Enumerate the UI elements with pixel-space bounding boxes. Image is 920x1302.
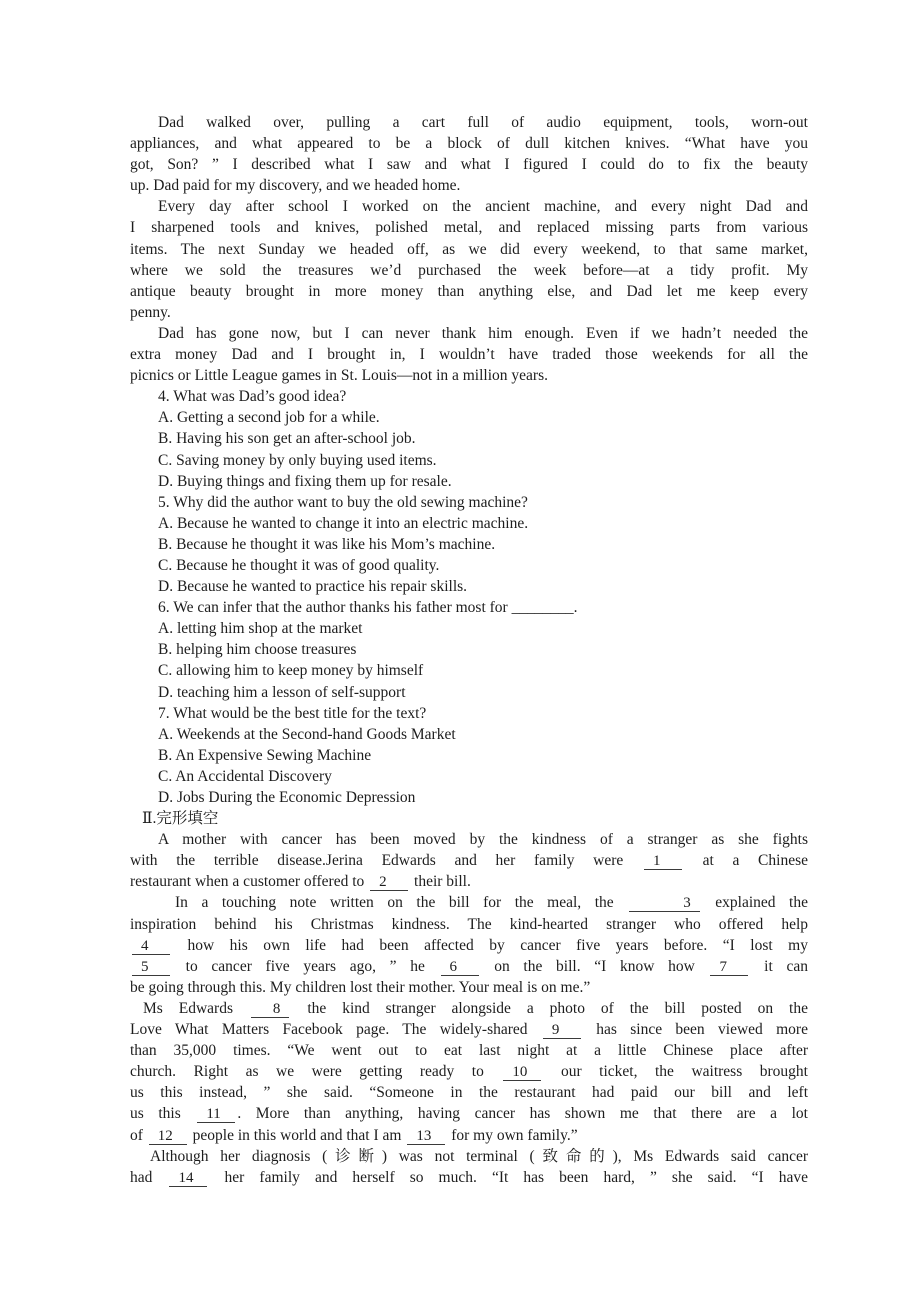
cloze-blank-3: 3	[629, 896, 700, 912]
text-line: us this 11 . More than anything, having cancer has shown me that there are a lot	[130, 1105, 808, 1123]
text-line: picnics or Little League games in St. Louis—not in a million years.	[130, 367, 548, 385]
text-line: be going through this. My children lost their mother. Your meal is on me.”	[130, 978, 591, 996]
text-line: B. Having his son get an after-school job.	[158, 430, 416, 448]
cloze-blank-4: 4	[132, 939, 170, 955]
text-line: where we sold the treasures we’d purchased the week before—at a tidy profit. My	[130, 261, 808, 279]
cloze-blank-5: 5	[132, 960, 170, 976]
cloze-blank-10: 10	[503, 1065, 541, 1081]
document-body	[130, 112, 808, 1188]
text-line: D. Jobs During the Economic Depression	[158, 789, 416, 806]
text-line: appliances, and what appeared to be a block of dull kitchen knives. “What have you	[130, 135, 808, 153]
text-line: A. letting him shop at the market	[158, 620, 363, 638]
text-line: A. Because he wanted to change it into an electric machine.	[158, 514, 529, 532]
text-line: inspiration behind his Christmas kindness. The kind-hearted stranger who offered help	[130, 915, 808, 933]
text-line: of 12 people in this world and that I am 13 for my own family.”	[130, 1126, 578, 1144]
text-line: got, Son? ” I described what I saw and what I figured I could do to fix the beauty	[130, 156, 808, 174]
cloze-blank-9: 9	[543, 1023, 581, 1039]
text-line: C. Saving money by only buying used items.	[158, 451, 437, 469]
cloze-blank-1: 1	[644, 854, 682, 870]
text-line: Dad has gone now, but I can never thank him enough. Even if we hadn’t needed the	[158, 324, 808, 342]
text-line: In a touching note written on the bill for the meal, the 3 explained the	[175, 894, 808, 912]
text-line: A. Getting a second job for a while.	[158, 409, 380, 427]
text-line: antique beauty brought in more money than anything else, and Dad let me keep every	[130, 282, 808, 300]
text-line: A. Weekends at the Second-hand Goods Market	[158, 725, 456, 743]
text-line: Every day after school I worked on the ancient machine, and every night Dad and	[158, 198, 808, 216]
text-line: 4 how his own life had been affected by cancer five years before. “I lost my	[130, 935, 808, 956]
text-line: Love What Matters Facebook page. The widely-shared 9 has since been viewed more	[130, 1021, 808, 1039]
text-line: 5 to cancer five years ago, ” he 6 on the bill. “I know how 7 it can	[130, 956, 808, 977]
text-line: Ⅱ.完形填空	[142, 810, 219, 828]
text-line: than 35,000 times. “We went out to eat last night at a little Chinese place after	[130, 1042, 808, 1060]
text-line: D. teaching him a lesson of self-support	[158, 683, 406, 701]
cloze-blank-13: 13	[407, 1129, 445, 1145]
text-line: C. allowing him to keep money by himself	[158, 662, 424, 680]
text-line: D. Buying things and fixing them up for resale.	[158, 472, 452, 490]
cloze-blank-6: 6	[441, 960, 479, 976]
text-line: 4. What was Dad’s good idea?	[158, 388, 347, 406]
text-line: 6. We can infer that the author thanks his father most for ________.	[158, 599, 578, 617]
cloze-blank-8: 8	[251, 1002, 290, 1018]
text-line: B. An Expensive Sewing Machine	[158, 746, 372, 764]
text-line: extra money Dad and I brought in, I wouldn’t have traded those weekends for all the	[130, 346, 808, 364]
text-line: D. Because he wanted to practice his repair skills.	[158, 578, 468, 596]
text-line: penny.	[130, 303, 171, 321]
text-line: restaurant when a customer offered to 2 their bill.	[130, 873, 471, 891]
text-line: I sharpened tools and knives, polished metal, and replaced missing parts from various	[130, 219, 808, 237]
cloze-blank-7: 7	[710, 960, 748, 976]
text-line: had 14 her family and herself so much. “It has been hard, ” she said. “I have	[130, 1168, 808, 1186]
text-line: Although her diagnosis (诊断) was not terminal (致命的), Ms Edwards said cancer	[150, 1147, 808, 1165]
text-line: Ms Edwards 8 the kind stranger alongside a photo of the bill posted on the	[143, 999, 808, 1017]
text-line: 5. Why did the author want to buy the old sewing machine?	[158, 493, 528, 511]
cloze-blank-14: 14	[169, 1171, 207, 1187]
cloze-blank-12: 12	[149, 1129, 187, 1145]
text-line: 7. What would be the best title for the text?	[158, 704, 427, 722]
text-line: B. Because he thought it was like his Mom’s machine.	[158, 535, 496, 553]
text-line: up. Dad paid for my discovery, and we headed home.	[130, 177, 461, 195]
text-line: Dad walked over, pulling a cart full of audio equipment, tools, worn-out	[158, 114, 808, 131]
text-line: items. The next Sunday we headed off, as we did every weekend, to that same market,	[130, 240, 808, 258]
text-line: us this instead, ” she said. “Someone in the restaurant had paid our bill and left	[130, 1084, 808, 1102]
text-line: with the terrible disease.Jerina Edwards and her family were 1 at a Chinese	[130, 852, 808, 870]
text-line: C. An Accidental Discovery	[158, 767, 332, 785]
text-line: A mother with cancer has been moved by the kindness of a stranger as she fights	[158, 831, 808, 849]
text-line: C. Because he thought it was of good quality.	[158, 556, 440, 574]
cloze-blank-11: 11	[197, 1107, 235, 1123]
text-line: B. helping him choose treasures	[158, 641, 357, 659]
text-line: church. Right as we were getting ready to 10 our ticket, the waitress brought	[130, 1063, 808, 1081]
cloze-blank-2: 2	[370, 875, 408, 891]
